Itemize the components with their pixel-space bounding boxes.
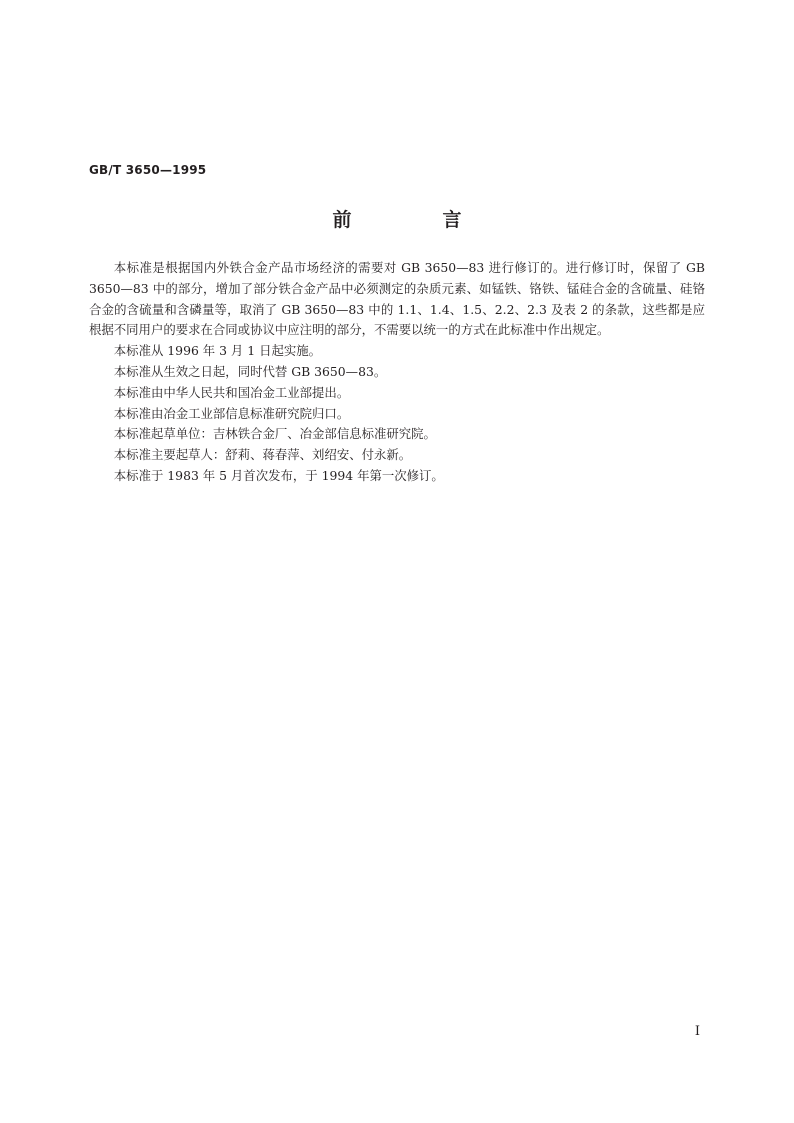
- foreword-paragraph-drafters: 本标准主要起草人：舒莉、蒋春萍、刘绍安、付永新。: [113, 447, 412, 463]
- foreword-body: [89, 258, 705, 487]
- foreword-paragraph-replaces: 本标准从生效之日起，同时代替 GB 3650—83。: [113, 363, 387, 379]
- foreword-paragraph-centralized-by: 本标准由冶金工业部信息标准研究院归口。: [113, 405, 350, 421]
- foreword-paragraph-proposed-by: 本标准由中华人民共和国冶金工业部提出。: [113, 384, 350, 400]
- standard-code: GB/T 3650—1995: [89, 163, 207, 177]
- page-number: I: [694, 1024, 700, 1039]
- foreword-paragraph-history: 本标准于 1983 年 5 月首次发布，于 1994 年第一次修订。: [113, 467, 444, 483]
- foreword-paragraph-drafting-units: 本标准起草单位：吉林铁合金厂、冶金部信息标准研究院。: [113, 426, 436, 442]
- page-title: 前 言: [332, 209, 498, 231]
- foreword-paragraph-revision: 本标准是根据国内外铁合金产品市场经济的需要对 GB 3650—83 进行修订的。进行修订时，保留了 GB 3650—83 中的部分，增加了部分铁合金产品中必须测定的杂质元素、如锰铁、铬铁、锰硅合金的含硫量、硅铬合金的含硫量和含磷量等，取消了 GB 3650—83 中的 1.1、1.4、1.5、2.2、2.3 及表 2 的条款，这些都是应根据不同用户的要求在合同或协议中应注明的部分，不需要以统一的方式在此标准中作出规定。: [89, 260, 705, 338]
- foreword-paragraph-effective-date: 本标准从 1996 年 3 月 1 日起实施。: [113, 343, 322, 359]
